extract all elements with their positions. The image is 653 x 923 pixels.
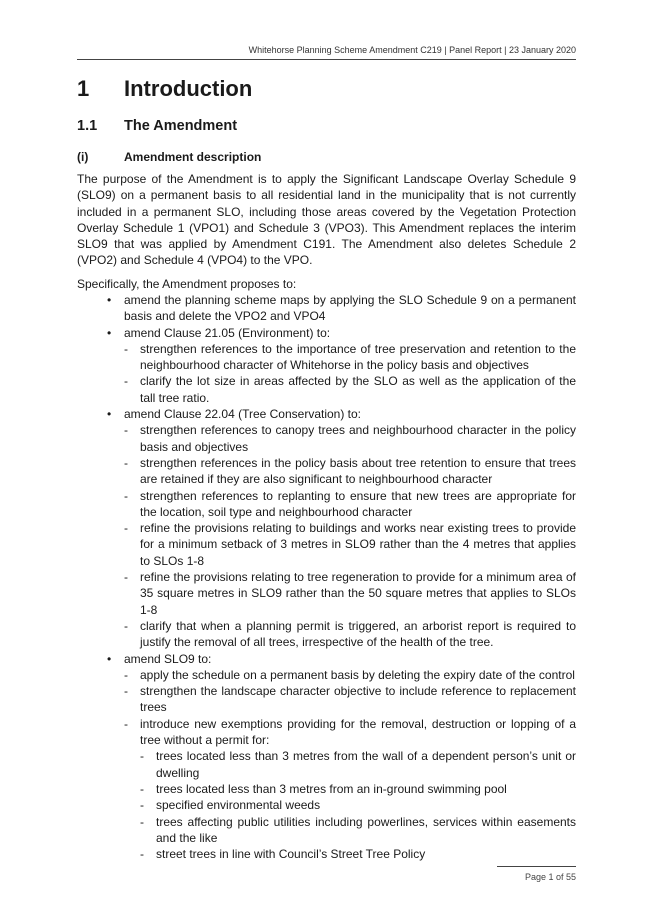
list-item — [77, 292, 576, 325]
nested-sub-list — [140, 748, 576, 862]
subsection-heading — [77, 150, 261, 164]
list-item-text: amend SLO9 to: — [124, 651, 212, 666]
list-item — [77, 406, 576, 650]
section-number: 1.1 — [77, 118, 98, 134]
footer-divider — [497, 866, 576, 867]
sub-list-item — [124, 716, 576, 863]
sub-list-item: - clarify the lot size in areas affected by the SLO as well as the application of the tall tree ratio. — [124, 373, 576, 406]
sub-list — [124, 667, 576, 863]
list-item-text: amend the planning scheme maps by applying the SLO Schedule 9 on a permanent basis and delete the VPO2 and VPO4 — [124, 293, 576, 324]
list-item-text: amend Clause 21.05 (Environment) to: — [124, 325, 331, 340]
sub-list-item: - apply the schedule on a permanent basis by deleting the expiry date of the control — [124, 667, 576, 683]
nested-list-item: - trees located less than 3 metres from the wall of a dependent person’s unit or dwelling — [140, 748, 576, 781]
subsection-title: Amendment description — [124, 150, 262, 164]
sub-list-item: - strengthen references to replanting to ensure that new trees are appropriate for the location, soil type and neighbourhood character — [124, 488, 576, 521]
sub-list-item: - clarify that when a planning permit is triggered, an arborist report is required to justify the removal of all trees, irrespective of the health of the tree. — [124, 618, 576, 651]
sub-list — [124, 341, 576, 406]
chapter-number: 1 — [77, 76, 90, 101]
proposal-intro-paragraph: Specifically, the Amendment proposes to: — [77, 277, 297, 291]
header-divider — [77, 59, 576, 60]
list-item-text: amend Clause 22.04 (Tree Conservation) to: — [124, 407, 362, 422]
subsection-number: (i) — [77, 150, 89, 164]
page-number: Page 1 of 55 — [524, 872, 576, 882]
sub-list-item: - refine the provisions relating to tree regeneration to provide for a minimum area of 35 square metres in SLO9 rather than the 50 square metres that applies to SLOs 1-8 — [124, 569, 576, 618]
section-heading — [77, 118, 237, 134]
sub-list-item: - strengthen the landscape character objective to include reference to replacement trees — [124, 683, 576, 716]
sub-list-item: - strengthen references in the policy basis about tree retention to ensure that trees are retained if they are also significant to neighbourhood character — [124, 455, 576, 488]
sub-list-item: - refine the provisions relating to buildings and works near existing trees to provide for a minimum setback of 3 metres in SLO9 rather than the 4 metres that applies to SLOs 1-8 — [124, 520, 576, 569]
proposal-list — [77, 292, 576, 862]
purpose-paragraph: The purpose of the Amendment is to apply the Significant Landscape Overlay Schedule 9 (SLO9) on a permanent basis to all residential land in the municipality that is not currently included in a permanent SLO, including those areas covered by the Vegetation Protection Overlay Schedule 1 (VPO1) and Schedule 3 (VPO3). This Amendment replaces the interim SLO9 that was applied by Amendment C191. The Amendment also deletes Schedule 2 (VPO2) and Schedule 4 (VPO4) to the VPO. — [77, 172, 576, 268]
running-header: Whitehorse Planning Scheme Amendment C219 | Panel Report | 23 January 2020 — [248, 45, 576, 55]
nested-list-item: - trees located less than 3 metres from an in-ground swimming pool — [140, 781, 576, 797]
sub-list-item: - strengthen references to the importance of tree preservation and retention to the neighbourhood character of Whitehorse in the policy basis and objectives — [124, 341, 576, 374]
section-title: The Amendment — [124, 118, 238, 134]
nested-list-item: - street trees in line with Council’s Street Tree Policy — [140, 846, 576, 862]
sub-list — [124, 422, 576, 650]
nested-list-item: - specified environmental weeds — [140, 797, 576, 813]
chapter-heading — [77, 76, 252, 102]
chapter-title: Introduction — [124, 76, 253, 101]
list-item — [77, 651, 576, 863]
nested-list-item: - trees affecting public utilities including powerlines, services within easements and the like — [140, 814, 576, 847]
sub-list-item-text: introduce new exemptions providing for the removal, destruction or lopping of a tree without a permit for: — [140, 716, 576, 748]
list-item — [77, 325, 576, 406]
sub-list-item: - strengthen references to canopy trees and neighbourhood character in the policy basis and objectives — [124, 422, 576, 455]
